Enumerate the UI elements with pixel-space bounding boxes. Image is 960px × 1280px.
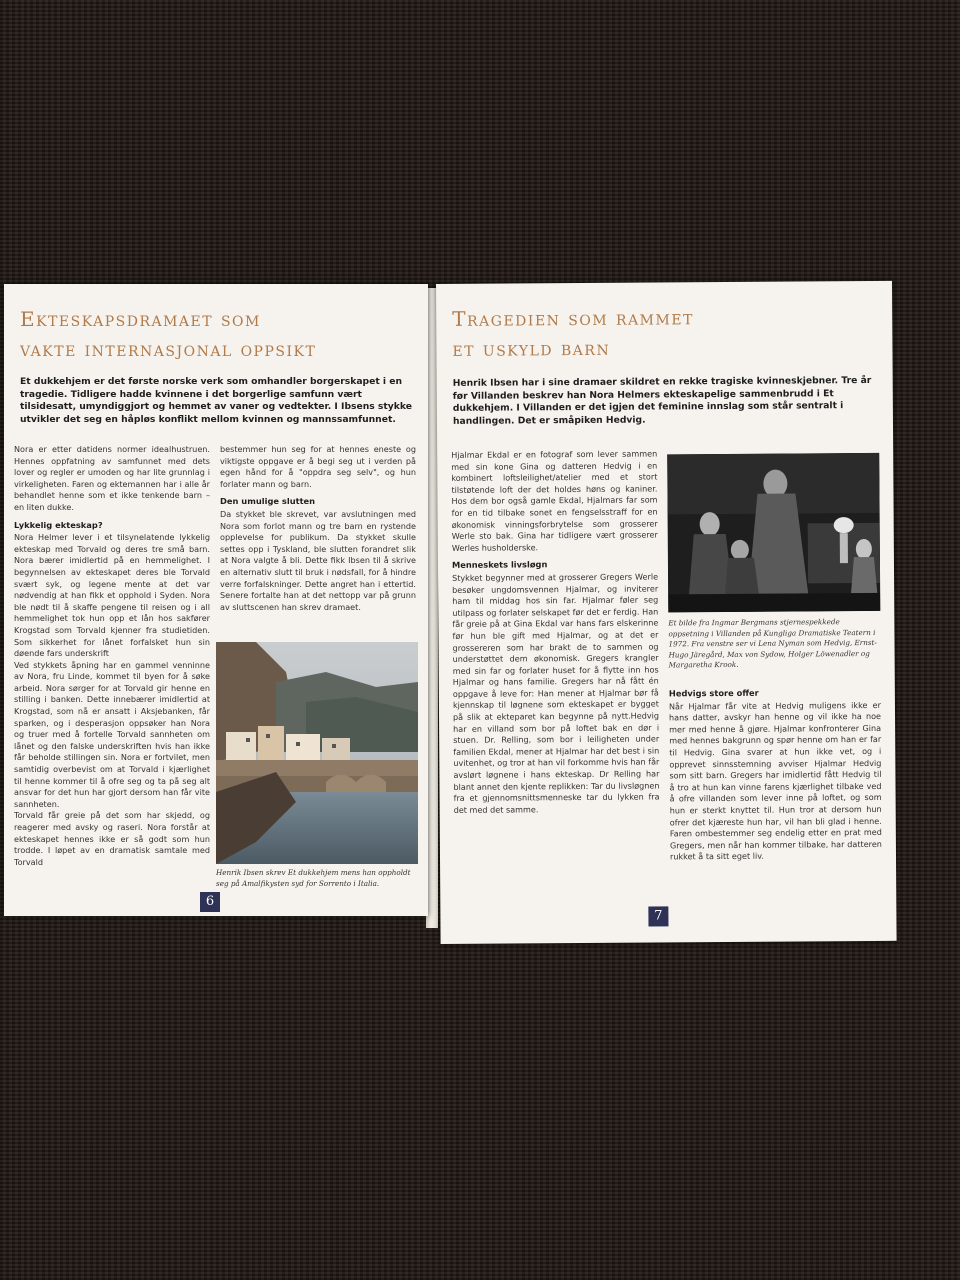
right-title-line1: Tragedien som rammet	[452, 305, 694, 331]
left-col1-heading: Lykkelig ekteskap?	[14, 519, 103, 530]
right-col1-p2: Stykket begynner med at grosserer Gregers Werle besøker ungdomsvennen Hjalmar, og inviterer ham til middag hos sin far. Hjalmar føler seg utilpass og forlater selskapet før det er ferdig. Han får greie på at Gina Ekdal var hans fars elskerinne før hun ble gift med Hjalmar, og at det er grossereren som har brakt de to sammen og understøttet dem økonomisk. Gregers krangler med sin far og forlater huset for å flytte inn hos Hjalmar og hans familie. Gregers har nå fått én oppgave å leve for: Han mener at Hjalmar bør få kjennskap til løgnene som ekteskapet er bygget på slik at ekteparet kan begynne på nytt.Hedvig har en villand som bor på loftet bak en dør i stuen. Dr. Relling, som bor i leiligheten under familien Ekdal, mener at Hjalmar har det best i sin uvitenhet, og tror at han vil forkomme hvis han får avslørt løgnene i hans ekteskap. Dr Relling har blant annet den kjente replikken: Tar du livsløgnen fra et gjennomsnittsmenneske tar du lykken fra det med det samme.	[452, 571, 660, 815]
right-column-2	[669, 681, 882, 863]
right-page-title	[452, 302, 694, 364]
amalfi-coast-photo	[216, 642, 418, 864]
right-col2-heading: Hedvigs store offer	[668, 687, 759, 699]
left-col2-p1: bestemmer hun seg for at hennes eneste og viktigste oppgave er å begi seg ut i verden på egen hånd for å "oppdra seg selv", og hun forlater mann og barn.	[220, 444, 416, 489]
right-column-1	[451, 448, 660, 816]
left-col2-heading: Den umulige slutten	[220, 496, 316, 507]
right-title-line2: et uskyld barn	[452, 335, 611, 361]
left-column-2	[220, 444, 416, 613]
left-col2-p2: Da stykket ble skrevet, var avslutningen med Nora som forlot mann og tre barn en rystende opplevelse for publikum. Da stykket skulle settes opp i Tyskland, ble slutten forandret slik at Nora valgte å bli. Dette fikk Ibsen til å skrive en alternativ slutt til bruk i nødsfall, for å hindre verre forfalskninger. Dette angret han i ettertid. Senere fortalte han at det nettopp var på grunn av sluttscenen han skrev dramaet.	[220, 508, 416, 612]
left-col1-p3: Ved stykkets åpning har en gammel venninne av Nora, fru Linde, kommet til byen for å søke arbeid. Nora sørger for at Torvald gir henne en stilling i banken. Dette innebærer imidlertid at Krogstad, som nå er ansatt i Aksjebanken, får sparken, og i desperasjon oppsøker han Nora og truer med å fortelle Torvald sannheten om lånet og den falske underskriften hvis han ikke får beholde stillingen sin. Nora er fortvilet, men samtidig overbevist om at Torvald i kjærlighet til henne kommer til å ofre seg og ta på seg alt ansvar for det hun har gjort dersom han får vite sannheten.	[14, 659, 210, 809]
page-number-7: 7	[648, 906, 668, 926]
left-title-line2: vakte internasjonal oppsikt	[20, 337, 317, 361]
left-col1-p2: Nora Helmer lever i et tilsynelatende lykkelig ekteskap med Torvald og deres tre små barn. Nora bærer imidlertid på en hemmelighet. I begynnelsen av ekteskapet deres ble Torvald svært syk, og legene mente at det var nødvendig at han fikk et opphold i Syden. Nora ble nødt til å skaffe pengene til reisen og i all hemmelighet tok hun opp et lån hos sakfører Krogstad som Torvald kjenner fra studietiden. Som sikkerhet for lånet forfalsket hun sin døende fars underskrift	[14, 532, 210, 659]
villanden-stage-photo	[667, 453, 880, 612]
right-col1-p1: Hjalmar Ekdal er en fotograf som lever sammen med sin kone Gina og datteren Hedvig i en kombinert loftsleilighet/atelier med et stort tilstøtende loft der det holdes høns og kaniner. Hos dem bor også gamle Ekdal, Hjalmars far som for en tid tilbake sonet en fengselsstraff for en økonomisk vinningsforbrytelse som grosserer Werle sto bak. Gina har tidligere vært grosserer Werles husholderske.	[451, 448, 658, 553]
left-page-title	[20, 304, 316, 364]
left-photo-caption: Henrik Ibsen skrev Et dukkehjem mens han oppholdt seg på Amalfikysten syd for Sorrento i Italia.	[216, 868, 411, 888]
left-lead-paragraph: Et dukkehjem er det første norske verk som omhandler borgerskapet i en tragedie. Tidligere hadde kvinnene i det borgerlige samfunn vært tilsidesatt, umyndiggjort og hemmet av vaner og vedtekter. I Ibsens stykke utvikler det seg en håpløs konflikt mellom kvinnen og mannssamfunnet.	[20, 376, 412, 425]
right-lead-paragraph: Henrik Ibsen har i sine dramaer skildret en rekke tragiske kvinneskjebner. Tre år før Villanden beskrev han Nora Helmers ekteskapelige sammenbrudd i Et dukkehjem. I Villanden er det igjen det feminine innslag som står sentralt i handlingen. Det er småpiken Hedvig.	[452, 374, 872, 427]
right-col2-p1: Når Hjalmar får vite at Hedvig muligens ikke er hans datter, avskyr han henne og vil ikke ha noe mer med henne å gjøre. Hjalmar konfronterer Gina med hennes bakgrunn og spør henne om han er far til Hedvig. Gina svarer at hun ikke vet, og i opprevet sinnsstemning avviser Hjalmar Hedvig som sitt barn. Gregers har imidlertid fått Hedvig til å tro at hun kan vinne farens kjærlighet tilbake ved å ofre villanden som lever inne på loftet, og som hun er sterkt knyttet til. Hun tror at dersom hun ofrer det kjæreste hun har, vil han bli glad i henne. Faren ombestemmer seg endelig etter en prat med Gregers, men når han kommer tilbake, har datteren rukket å ta sitt eget liv.	[668, 699, 882, 862]
left-col1-p1: Nora er etter datidens normer idealhustruen. Hennes oppfatning av samfunnet med dets lover og regler er umoden og har lite grunnlag i virkeligheten. Faren og ektemannen har i alle år behandlet henne som et ikke tenkende barn – en liten dukke.	[14, 444, 210, 512]
right-col1-heading: Menneskets livsløgn	[451, 559, 548, 571]
left-title-line1: Ekteskapsdramaet som	[20, 307, 261, 331]
right-photo-caption: Et bilde fra Ingmar Bergmans stjernespekkede oppsetning i Villanden på Kungliga Dramatiske Teatern i 1972. Fra venstre ser vi Lena Nyman som Hedvig, Ernst-Hugo Järegård, Max von Sydow, Holger Löwenadler og Margaretha Krook.	[668, 617, 877, 670]
page-number-6: 6	[200, 892, 220, 912]
left-column-1	[14, 444, 210, 868]
right-page	[436, 281, 897, 944]
left-page	[4, 284, 428, 916]
left-col1-p4: Torvald får greie på det som har skjedd, og reagerer med avsky og raseri. Nora forstår at ekteskapet hennes ikke er så godt som hun trodde. I løpet av en dramatisk samtale med Torvald	[14, 810, 210, 867]
